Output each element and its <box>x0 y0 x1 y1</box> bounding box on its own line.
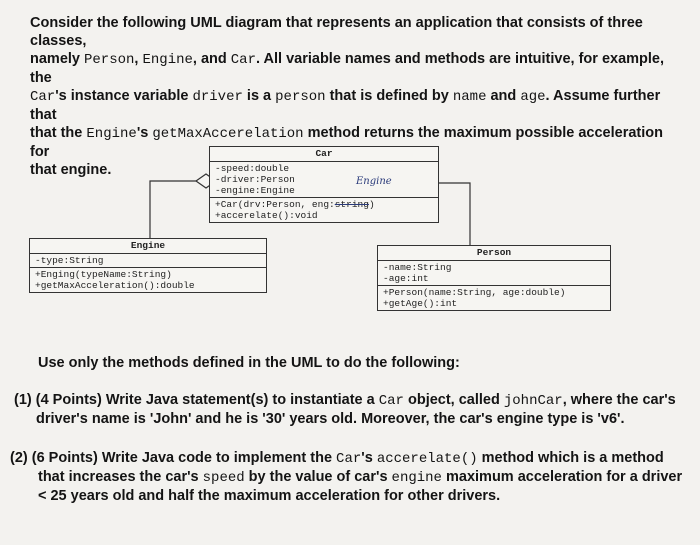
car-attr-driver: -driver:Person <box>215 174 295 185</box>
intro-line-2: namely Person, Engine, and Car. All variable names and methods are intuitive, for example, the <box>30 51 665 86</box>
car-attr-speed: -speed:double <box>215 163 290 174</box>
car-method-constructor: +Car(drv:Person, eng:string) <box>215 199 375 210</box>
engine-attributes <box>30 254 266 268</box>
intro-line-3: Car's instance variable driver is a person that is defined by name and age. Assume further that <box>30 88 661 123</box>
car-engine-link <box>150 181 196 238</box>
engine-class-title: Engine <box>30 239 266 254</box>
question-2 <box>10 449 690 505</box>
question-1-line-2: driver's name is 'John' and he is '30' years old. Moreover, the car's engine type is 'v6'. <box>36 411 625 427</box>
car-method-accerelate: +accerelate():void <box>215 210 318 221</box>
strikethrough-string: string <box>334 199 369 210</box>
uml-class-engine <box>29 238 267 293</box>
uml-class-person <box>377 245 611 311</box>
question-1-line-1: (1) (4 Points) Write Java statement(s) to instantiate a Car object, called johnCar, where the car's <box>14 392 676 409</box>
question-2-line-1: (2) (6 Points) Write Java code to implement the Car's accerelate() method which is a method <box>10 450 664 467</box>
engine-method-getmax: +getMaxAcceleration():double <box>35 280 195 291</box>
instruction-text: Use only the methods defined in the UML to do the following: <box>38 355 460 371</box>
question-2-line-3: < 25 years old and half the maximum acceleration for other drivers. <box>38 488 501 504</box>
intro-line-4: that the Engine's getMaxAccerelation method returns the maximum possible acceleration for <box>30 125 663 160</box>
question-1 <box>14 391 689 428</box>
person-method-constructor: +Person(name:String, age:double) <box>383 287 566 298</box>
intro-line-5: that engine. <box>30 162 112 178</box>
person-methods <box>378 286 610 310</box>
car-class-title: Car <box>210 147 438 162</box>
uml-class-car <box>209 146 439 223</box>
car-methods <box>210 198 438 222</box>
car-attributes <box>210 162 438 198</box>
engine-method-constructor: +Enging(typeName:String) <box>35 269 172 280</box>
question-2-line-2: that increases the car's speed by the value of car's engine maximum acceleration for a driver <box>38 469 683 486</box>
intro-line-1: Consider the following UML diagram that represents an application that consists of three classes, <box>30 15 643 49</box>
person-attr-age: -age:int <box>383 273 429 284</box>
person-class-title: Person <box>378 246 610 261</box>
person-attr-name: -name:String <box>383 262 452 273</box>
handwritten-engine-note: Engine <box>356 176 392 187</box>
engine-attr-type: -type:String <box>35 255 104 266</box>
engine-methods <box>30 268 266 292</box>
person-method-getage: +getAge():int <box>383 298 458 309</box>
person-attributes <box>378 261 610 286</box>
car-attr-engine: -engine:Engine <box>215 185 295 196</box>
